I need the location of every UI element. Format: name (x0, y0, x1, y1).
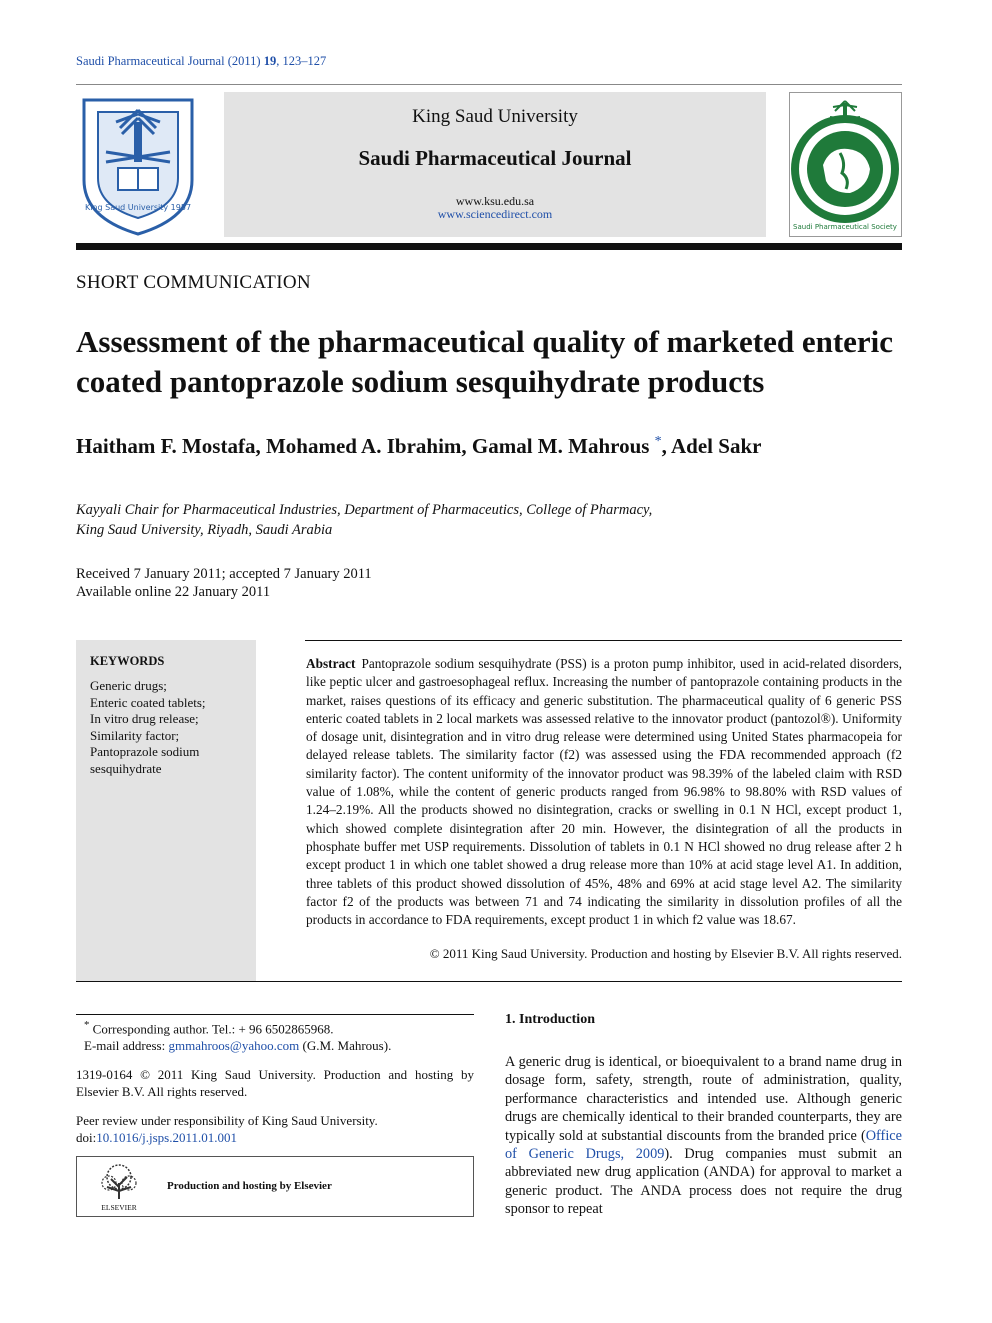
journal-citation-text: Saudi Pharmaceutical Journal (2011) (76, 54, 261, 68)
introduction-paragraph (505, 1053, 902, 1219)
keyword-item: Pantoprazole sodium (90, 744, 200, 759)
keyword-item: In vitro drug release; (90, 711, 199, 726)
pharm-society-logo (789, 92, 902, 237)
elsevier-logo-word: ELSEVIER (101, 1203, 137, 1211)
citation-link[interactable]: Office of Generic Drugs, 2009 (505, 1127, 902, 1163)
intro-text-end: ). Drug companies must submit an abbreviated new drug application (ANDA) for approval to market a generic product. The ANDA process does not require the drug sponsor to repeat (505, 1146, 902, 1218)
keywords-title: KEYWORDS (90, 654, 165, 668)
email-owner: (G.M. Mahrous). (299, 1038, 392, 1054)
article-type: SHORT COMMUNICATION (76, 272, 311, 293)
ksu-logo-text: King Saud University 1957 (84, 203, 192, 212)
header-thick-rule (76, 243, 902, 250)
abstract-copyright: © 2011 King Saud University. Production and hosting by Elsevier B.V. All rights reserved. (429, 946, 902, 961)
online-date: Available online 22 January 2011 (76, 584, 271, 600)
abstract-text: Pantoprazole sodium sesquihydrate (PSS) is a proton pump inhibitor, used in acid-related disorders, like peptic ulcer and gastroesophageal reflux. Increasing the number of pantoprazole containing products in the market, raises questions of its efficacy and generic substitution. The pharmaceutical quality of 6 generic PSS enteric coated tablets in 2 local markets was assessed relative to the innovator product (pantozol®). Uniformity of dosage unit, disintegration and in vitro drug release were determined using United States pharmacopeia for delayed release tablets. The similarity factor (f2) was assessed using the FDA recommended approach (f2 similarity factor). The content uniformity of the innovator product was 98.39% of the labeled claim with RSD value of 1.08%, while the content of generic products ranged from 96.98% to 98.80% with RSD values of 1.24–2.19%. All the products showed no disintegration, cracks or swelling in 0.1 N HCl, except product 1, which showed complete disintegration after 20 min. However, the disintegration of all the products in phosphate buffer met USP requirements. Dissolution of tablets in 0.1 N HCl showed no drug release after 2 h except product 1 in which one tablet showed a drug release more than 10% at acid stage level A1. In addition, three tablets of this product showed dissolution of 45%, 48% and 69% at acid stage level A2. The similarity factor f2 of the products was between 71 and 74 indicating the similarity in dissolution profiles of all the products in accordance to FDA requirements, except product 1 in which f2 value was 18.67. (306, 656, 902, 928)
header-journal-name: Saudi Pharmaceutical Journal (358, 146, 632, 170)
authors-last: , Adel Sakr (661, 434, 762, 458)
corresponding-footnote (76, 1017, 474, 1037)
abstract-label: Abstract (306, 656, 356, 671)
keywords-panel (76, 640, 256, 982)
keywords-list (90, 678, 206, 777)
article-title: Assessment of the pharmaceutical quality of marketed enteric coated pantoprazole sodium sesquihydrate products (76, 324, 894, 399)
header-url-ksu[interactable]: www.ksu.edu.sa (455, 194, 535, 208)
elsevier-hosting-box (76, 1156, 474, 1217)
email-link[interactable]: gmmahroos@yahoo.com (168, 1038, 300, 1054)
elsevier-caption: Production and hosting by Elsevier (167, 1180, 332, 1192)
journal-volume: 19 (263, 54, 277, 68)
doi-label: doi: (76, 1130, 97, 1146)
intro-text-start: A generic drug is identical, or bioequivalent to a brand name drug in dosage form, safety, strength, route of administration, quality, performance characteristics and intended use. Although generic drugs are chemically identical to their branded counterparts, they are typically sold at substantial discounts from the branded price ( (505, 1054, 902, 1144)
affiliation (76, 500, 776, 540)
corresponding-author-mark[interactable]: * (654, 434, 662, 449)
authors-first: Haitham F. Mostafa, Mohamed A. Ibrahim, Gamal M. Mahrous (76, 434, 650, 458)
keyword-item: Similarity factor; (90, 727, 180, 743)
keyword-item: Enteric coated tablets; (90, 694, 206, 710)
abstract (306, 655, 902, 929)
email-footnote (76, 1037, 474, 1054)
journal-header (224, 92, 766, 237)
email-label: E-mail address: (84, 1038, 169, 1054)
author-list (76, 434, 761, 459)
header-university: King Saud University (412, 106, 578, 127)
pharm-logo-text: Saudi Pharmaceutical Society (793, 223, 897, 231)
received-date: Received 7 January 2011; accepted 7 January 2011 (76, 566, 372, 582)
top-rule (76, 84, 902, 85)
doi-line (76, 1129, 474, 1146)
doi-link[interactable]: 10.1016/j.jsps.2011.01.001 (96, 1130, 237, 1146)
keyword-item: sesquihydrate (90, 760, 162, 776)
issn-notice: 1319-0164 © 2011 King Saud University. Production and hosting by Elsevier B.V. All rights reserved. (76, 1067, 474, 1100)
affiliation-line-1: Kayyali Chair for Pharmaceutical Industries, Department of Pharmaceutics, College of Pharmacy, (76, 502, 653, 518)
abstract-top-rule (305, 640, 902, 641)
journal-citation[interactable] (76, 54, 326, 69)
footnote-mark: * (84, 1019, 90, 1031)
abstract-bottom-rule (76, 981, 902, 982)
keyword-item: Generic drugs; (90, 678, 167, 693)
footnotes (76, 1017, 474, 1146)
section-heading-introduction: 1. Introduction (505, 1012, 595, 1027)
ksu-logo (76, 92, 200, 238)
article-dates (76, 565, 372, 601)
journal-pages: , 123–127 (276, 54, 327, 68)
affiliation-line-2: King Saud University, Riyadh, Saudi Arabia (76, 522, 333, 538)
elsevier-tree-logo (95, 1163, 143, 1211)
peer-review-notice: Peer review under responsibility of King Saud University. (76, 1113, 378, 1129)
header-url-sciencedirect[interactable]: www.sciencedirect.com (437, 207, 553, 221)
corresponding-author-info: Corresponding author. Tel.: + 96 6502865968. (92, 1021, 334, 1037)
footnote-rule (76, 1014, 474, 1015)
